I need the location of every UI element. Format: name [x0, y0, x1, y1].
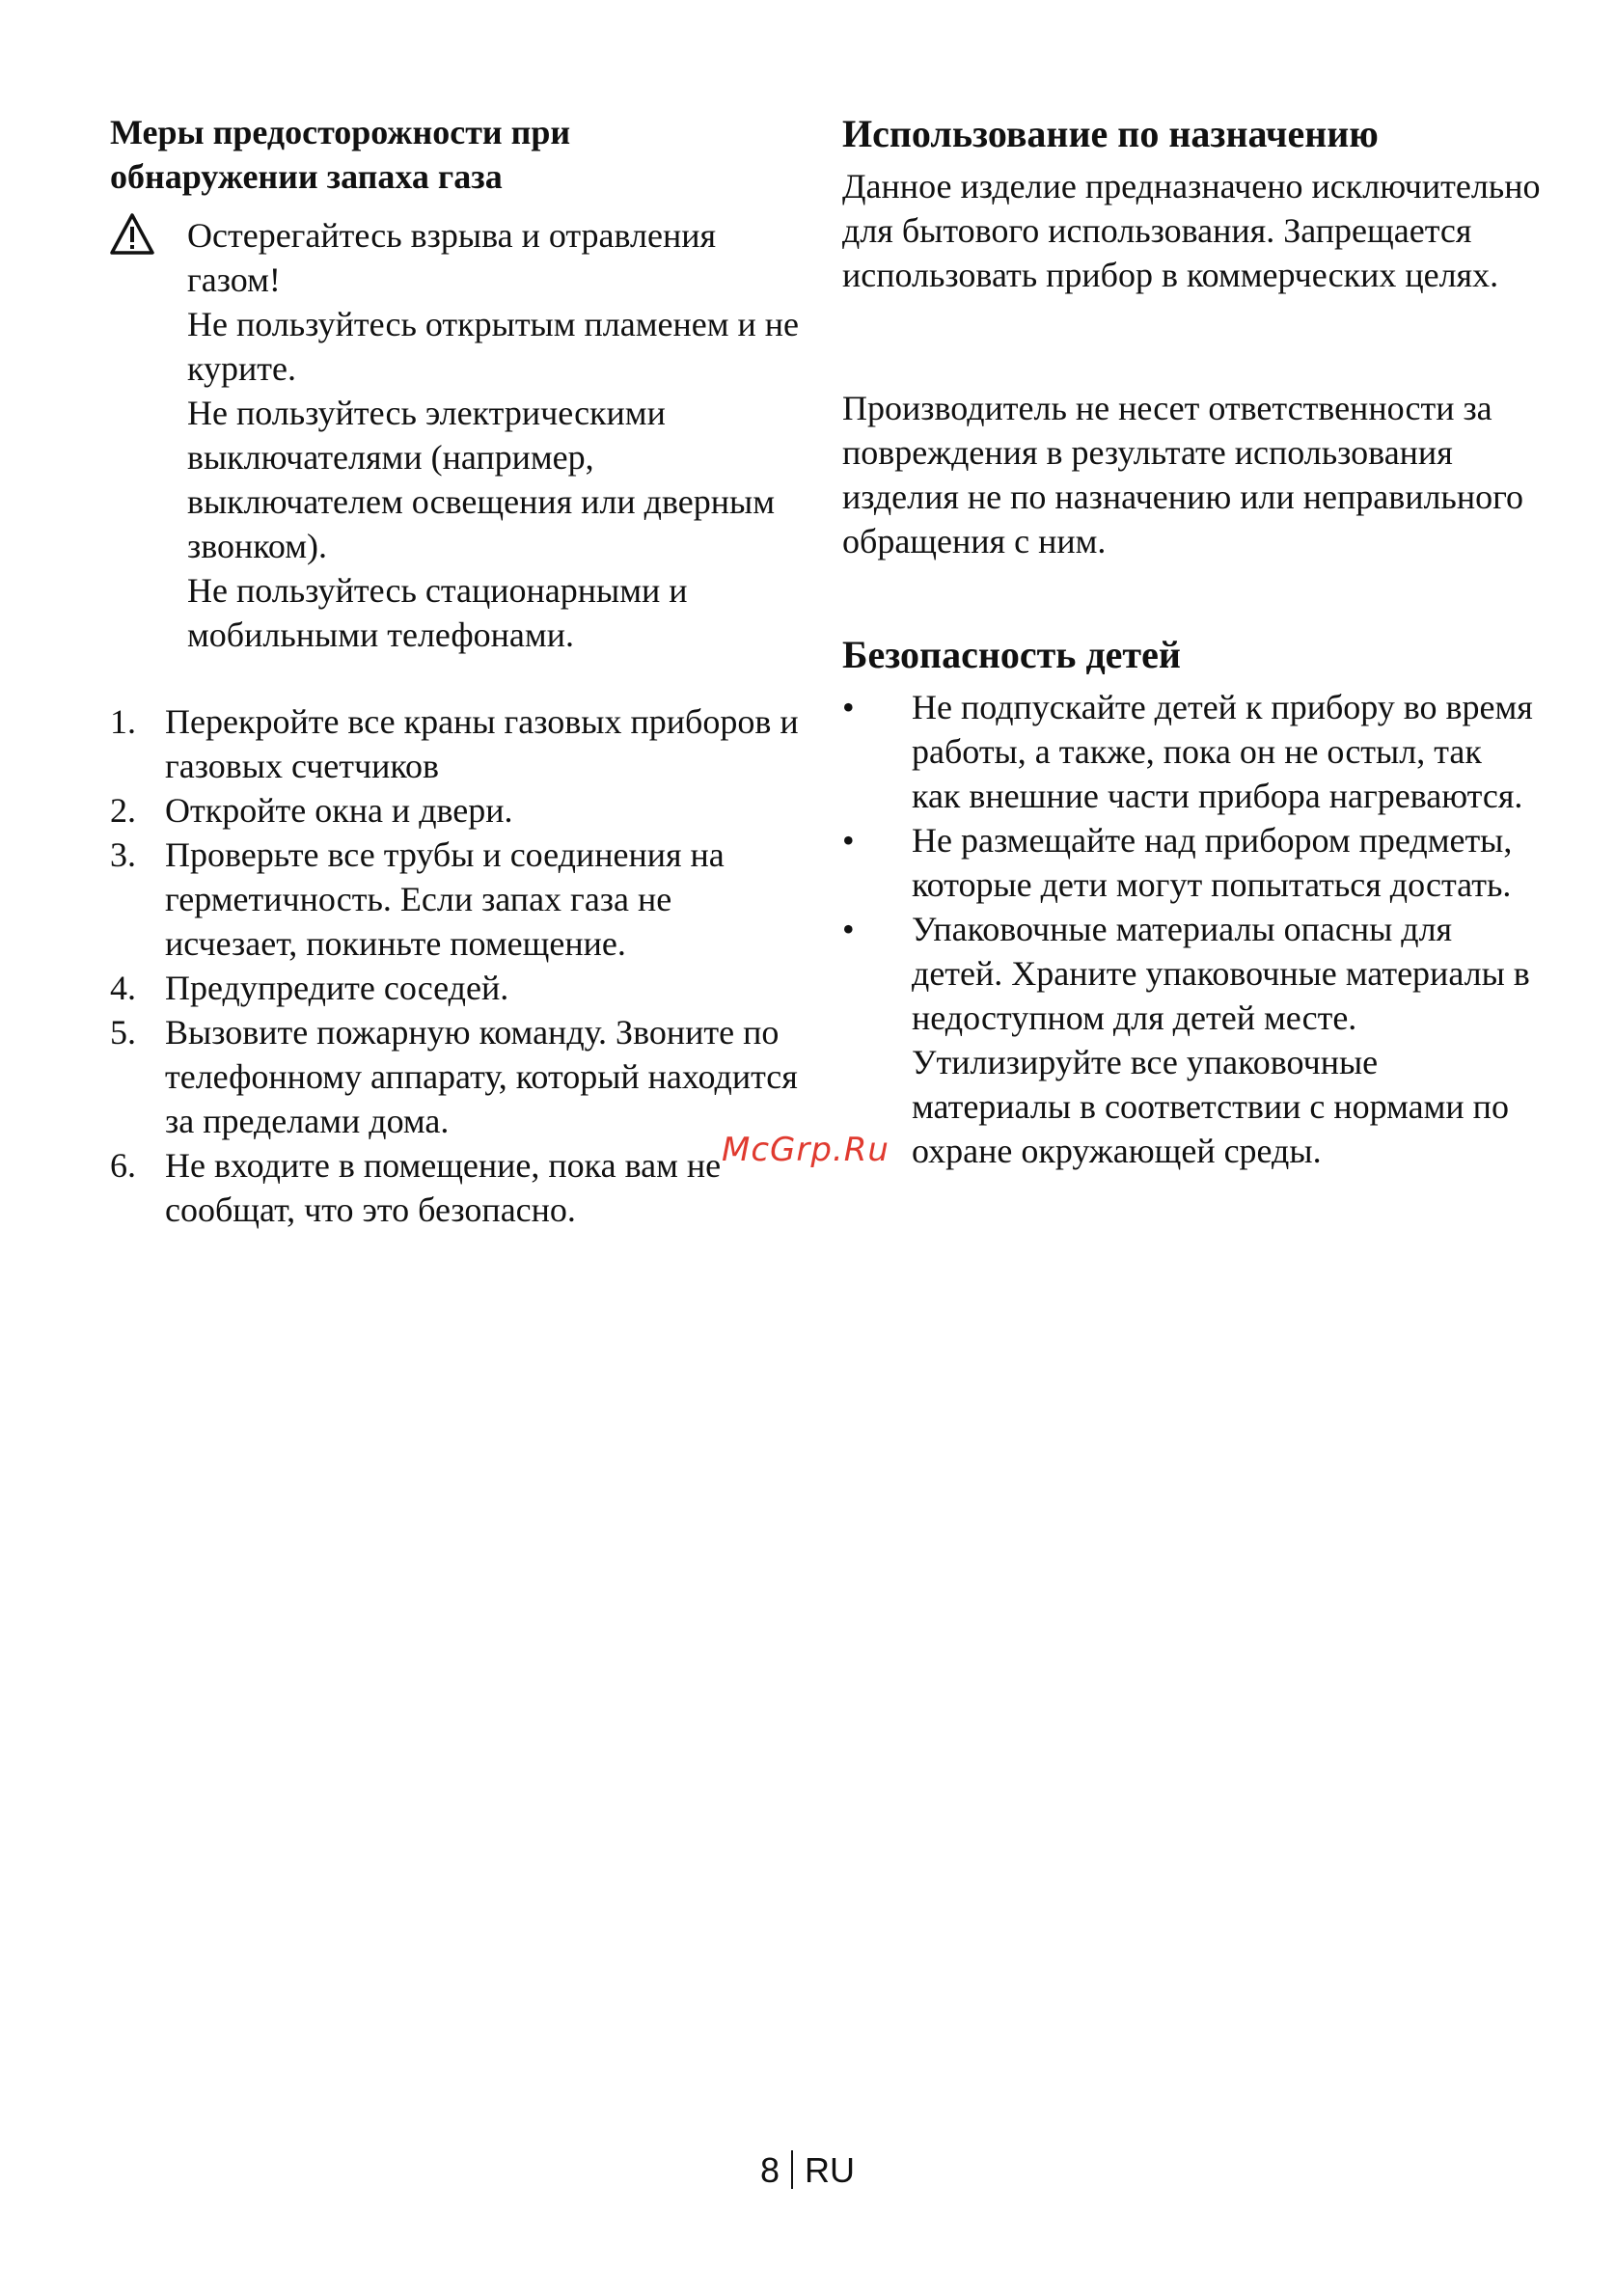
gas-smell-heading: [110, 110, 785, 199]
bullet-text: Упаковочные материалы опасны для детей. Храните упаковочные материалы в недоступном для детей месте. Утилизируйте все упаковочные материалы в соответствии с нормами по охране окружающей среды.: [912, 910, 1530, 1170]
bullet-icon: •: [842, 910, 855, 948]
warning-text: [187, 213, 805, 657]
list-item: [842, 907, 1537, 1173]
step-number: 4.: [110, 969, 136, 1007]
step-number: 2.: [110, 791, 136, 830]
liability-paragraph: Производитель не несет ответственности за повреждения в результате использования изделия не по назначению или неправильного обращения с ним.: [842, 389, 1523, 560]
step-text: Проверьте все трубы и соединения на герметичность. Если запах газа не исчезает, покиньте помещение.: [165, 835, 725, 963]
list-item: [110, 788, 805, 833]
list-item: [110, 1143, 805, 1232]
list-item: [842, 818, 1537, 907]
step-text: Не входите в помещение, пока вам не сообщат, что это безопасно.: [165, 1146, 722, 1229]
footer-separator: [791, 2150, 793, 2189]
bullet-text: Не подпускайте детей к прибору во время работы, а также, пока он не остыл, так как внешние части прибора нагреваются.: [912, 688, 1533, 815]
list-item: [110, 966, 805, 1010]
bullet-icon: •: [842, 821, 855, 860]
list-item: [110, 833, 805, 966]
list-item: [110, 699, 805, 788]
step-text: Вызовите пожарную команду. Звоните по телефонному аппарату, который находится за пределами дома.: [165, 1013, 798, 1140]
language-code: RU: [805, 2150, 856, 2190]
bullet-text: Не размещайте над прибором предметы, которые дети могут попытаться достать.: [912, 821, 1513, 904]
page-footer: [0, 2149, 1615, 2192]
step-number: 6.: [110, 1146, 136, 1185]
step-number: 1.: [110, 702, 136, 741]
gas-steps-list: [110, 699, 805, 1232]
list-item: [842, 685, 1537, 818]
step-text: Откройте окна и двери.: [165, 791, 513, 830]
page-number: 8: [759, 2150, 780, 2190]
bullet-icon: •: [842, 688, 855, 726]
step-text: Перекройте все краны газовых приборов и газовых счетчиков: [165, 702, 799, 785]
gas-smell-heading-line1: Меры предосторожности при: [110, 113, 571, 151]
warning-triangle-icon: [110, 213, 154, 256]
warning-line: Не пользуйтесь открытым пламенем и не курите.: [187, 305, 800, 388]
purpose-heading: Использование по назначению: [842, 112, 1379, 155]
step-number: 3.: [110, 835, 136, 874]
warning-line: Не пользуйтесь электрическими выключателями (например, выключателем освещения или дверным звонком).: [187, 394, 775, 565]
watermark: McGrp.Ru: [722, 1131, 890, 1169]
warning-line: Не пользуйтесь стационарными и мобильными телефонами.: [187, 571, 688, 654]
gas-smell-heading-line2: обнаружении запаха газа: [110, 157, 503, 196]
purpose-paragraph: Данное изделие предназначено исключительно для бытового использования. Запрещается использовать прибор в коммерческих целях.: [842, 167, 1541, 294]
step-text: Предупредите соседей.: [165, 969, 509, 1007]
step-number: 5.: [110, 1013, 136, 1052]
child-safety-list: [842, 685, 1537, 1173]
warning-line: Остерегайтесь взрыва и отравления газом!: [187, 216, 717, 299]
child-safety-heading: Безопасность детей: [842, 633, 1181, 676]
list-item: [110, 1010, 805, 1143]
